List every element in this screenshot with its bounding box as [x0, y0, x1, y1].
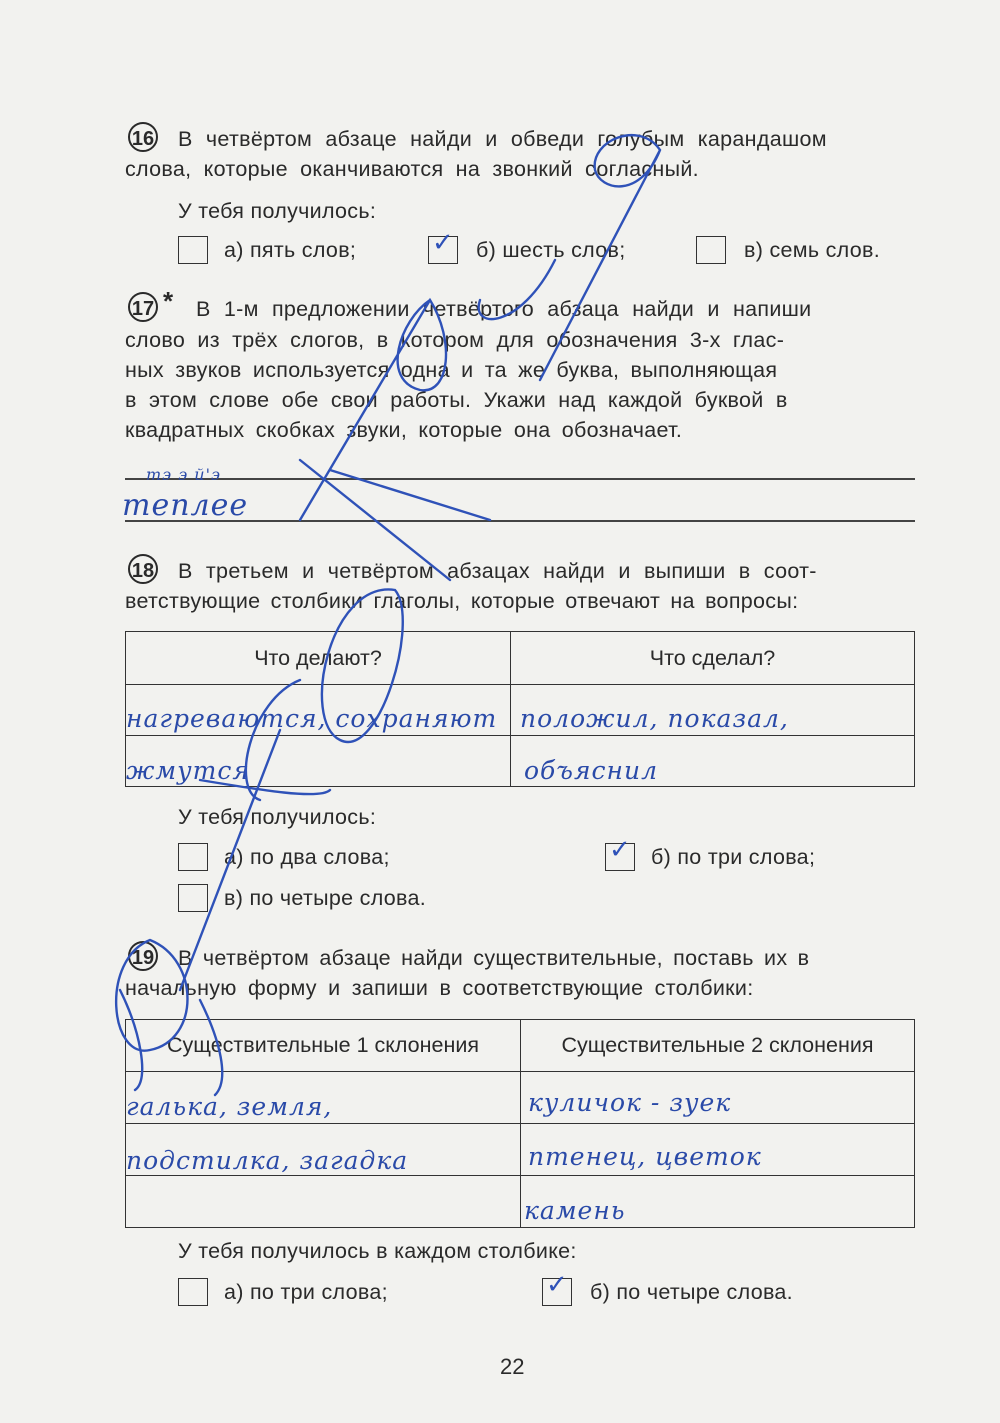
q19-cell[interactable]: [126, 1176, 521, 1228]
q19-line2: начальную форму и запиши в соответствующие столбики:: [125, 976, 754, 1000]
q19-handwritten-r1c1: галька, земля,: [126, 1092, 333, 1121]
q18-option-c-checkbox[interactable]: [178, 884, 208, 912]
q18-col2-header: Что сделал?: [511, 632, 915, 685]
q17-line4: в этом слове обе свои работы. Укажи над каждой буквой в: [125, 388, 788, 412]
checkmark-icon: ✓: [546, 1270, 568, 1300]
q18-option-b-label: б) по три слова;: [651, 845, 816, 869]
q19-handwritten-r1c2: куличок - зуек: [528, 1088, 732, 1117]
checkmark-icon: ✓: [609, 835, 631, 865]
q18-handwritten-r1c1: нагреваются, сохраняют: [126, 704, 498, 733]
q19-handwritten-r3c2: камень: [524, 1196, 626, 1225]
task-number-18: 18: [128, 554, 158, 584]
q16-line2: слова, которые оканчиваются на звонкий согласный.: [125, 157, 699, 181]
q16-option-c-checkbox[interactable]: [696, 236, 726, 264]
task-number-19: 19: [128, 941, 158, 971]
q18-handwritten-r2c2: объяснил: [524, 756, 659, 785]
q18-col1-header: Что делают?: [126, 632, 511, 685]
q18-handwritten-r2c1: жмутся: [126, 756, 250, 785]
q17-handwritten-sounds: тэ э й'э: [146, 465, 221, 484]
q19-option-b-label: б) по четыре слова.: [590, 1280, 793, 1304]
q16-line1: В четвёртом абзаце найди и обведи голубым карандашом: [178, 127, 827, 151]
q17-handwritten-answer: теплее: [122, 488, 249, 523]
q19-line1: В четвёртом абзаце найди существительные, поставь их в: [178, 946, 810, 970]
checkmark-icon: ✓: [432, 228, 454, 258]
q16-option-a-checkbox[interactable]: [178, 236, 208, 264]
page-number: 22: [500, 1354, 525, 1379]
q18-result-label: У тебя получилось:: [178, 805, 377, 829]
q17-line2: слово из трёх слогов, в котором для обозначения 3-х глас-: [125, 328, 785, 352]
q19-handwritten-r2c2: птенец, цветок: [528, 1142, 762, 1171]
q18-option-a-checkbox[interactable]: [178, 843, 208, 871]
q17-line3: ных звуков используется одна и та же буква, выполняющая: [125, 358, 778, 382]
star-mark: *: [163, 286, 174, 316]
q16-option-b-label: б) шесть слов;: [476, 238, 626, 262]
q18-option-a-label: а) по два слова;: [224, 845, 390, 869]
q17-line5: квадратных скобках звуки, которые она обозначает.: [125, 418, 683, 442]
q18-handwritten-r1c2: положил, показал,: [520, 704, 789, 733]
q19-col2-header: Существительные 2 склонения: [521, 1020, 915, 1072]
q19-option-a-label: а) по три слова;: [224, 1280, 388, 1304]
q17-line1: В 1-м предложении четвёртого абзаца найди и напиши: [196, 297, 812, 321]
q16-option-c-label: в) семь слов.: [744, 238, 881, 262]
q19-handwritten-r2c1: подстилка, загадка: [126, 1146, 409, 1175]
q16-option-a-label: а) пять слов;: [224, 238, 357, 262]
q18-line2: ветствующие столбики глаголы, которые отвечают на вопросы:: [125, 589, 799, 613]
q19-option-a-checkbox[interactable]: [178, 1278, 208, 1306]
task-number-17: 17: [128, 292, 158, 322]
q19-col1-header: Существительные 1 склонения: [126, 1020, 521, 1072]
q19-table: [125, 1019, 915, 1228]
answer-line-1: [125, 478, 915, 480]
q18-option-c-label: в) по четыре слова.: [224, 886, 427, 910]
task-number-16: 16: [128, 122, 158, 152]
q16-result-label: У тебя получилось:: [178, 199, 377, 223]
q18-line1: В третьем и четвёртом абзацах найди и выпиши в соот-: [178, 559, 817, 583]
q19-result-label: У тебя получилось в каждом столбике:: [178, 1239, 577, 1263]
